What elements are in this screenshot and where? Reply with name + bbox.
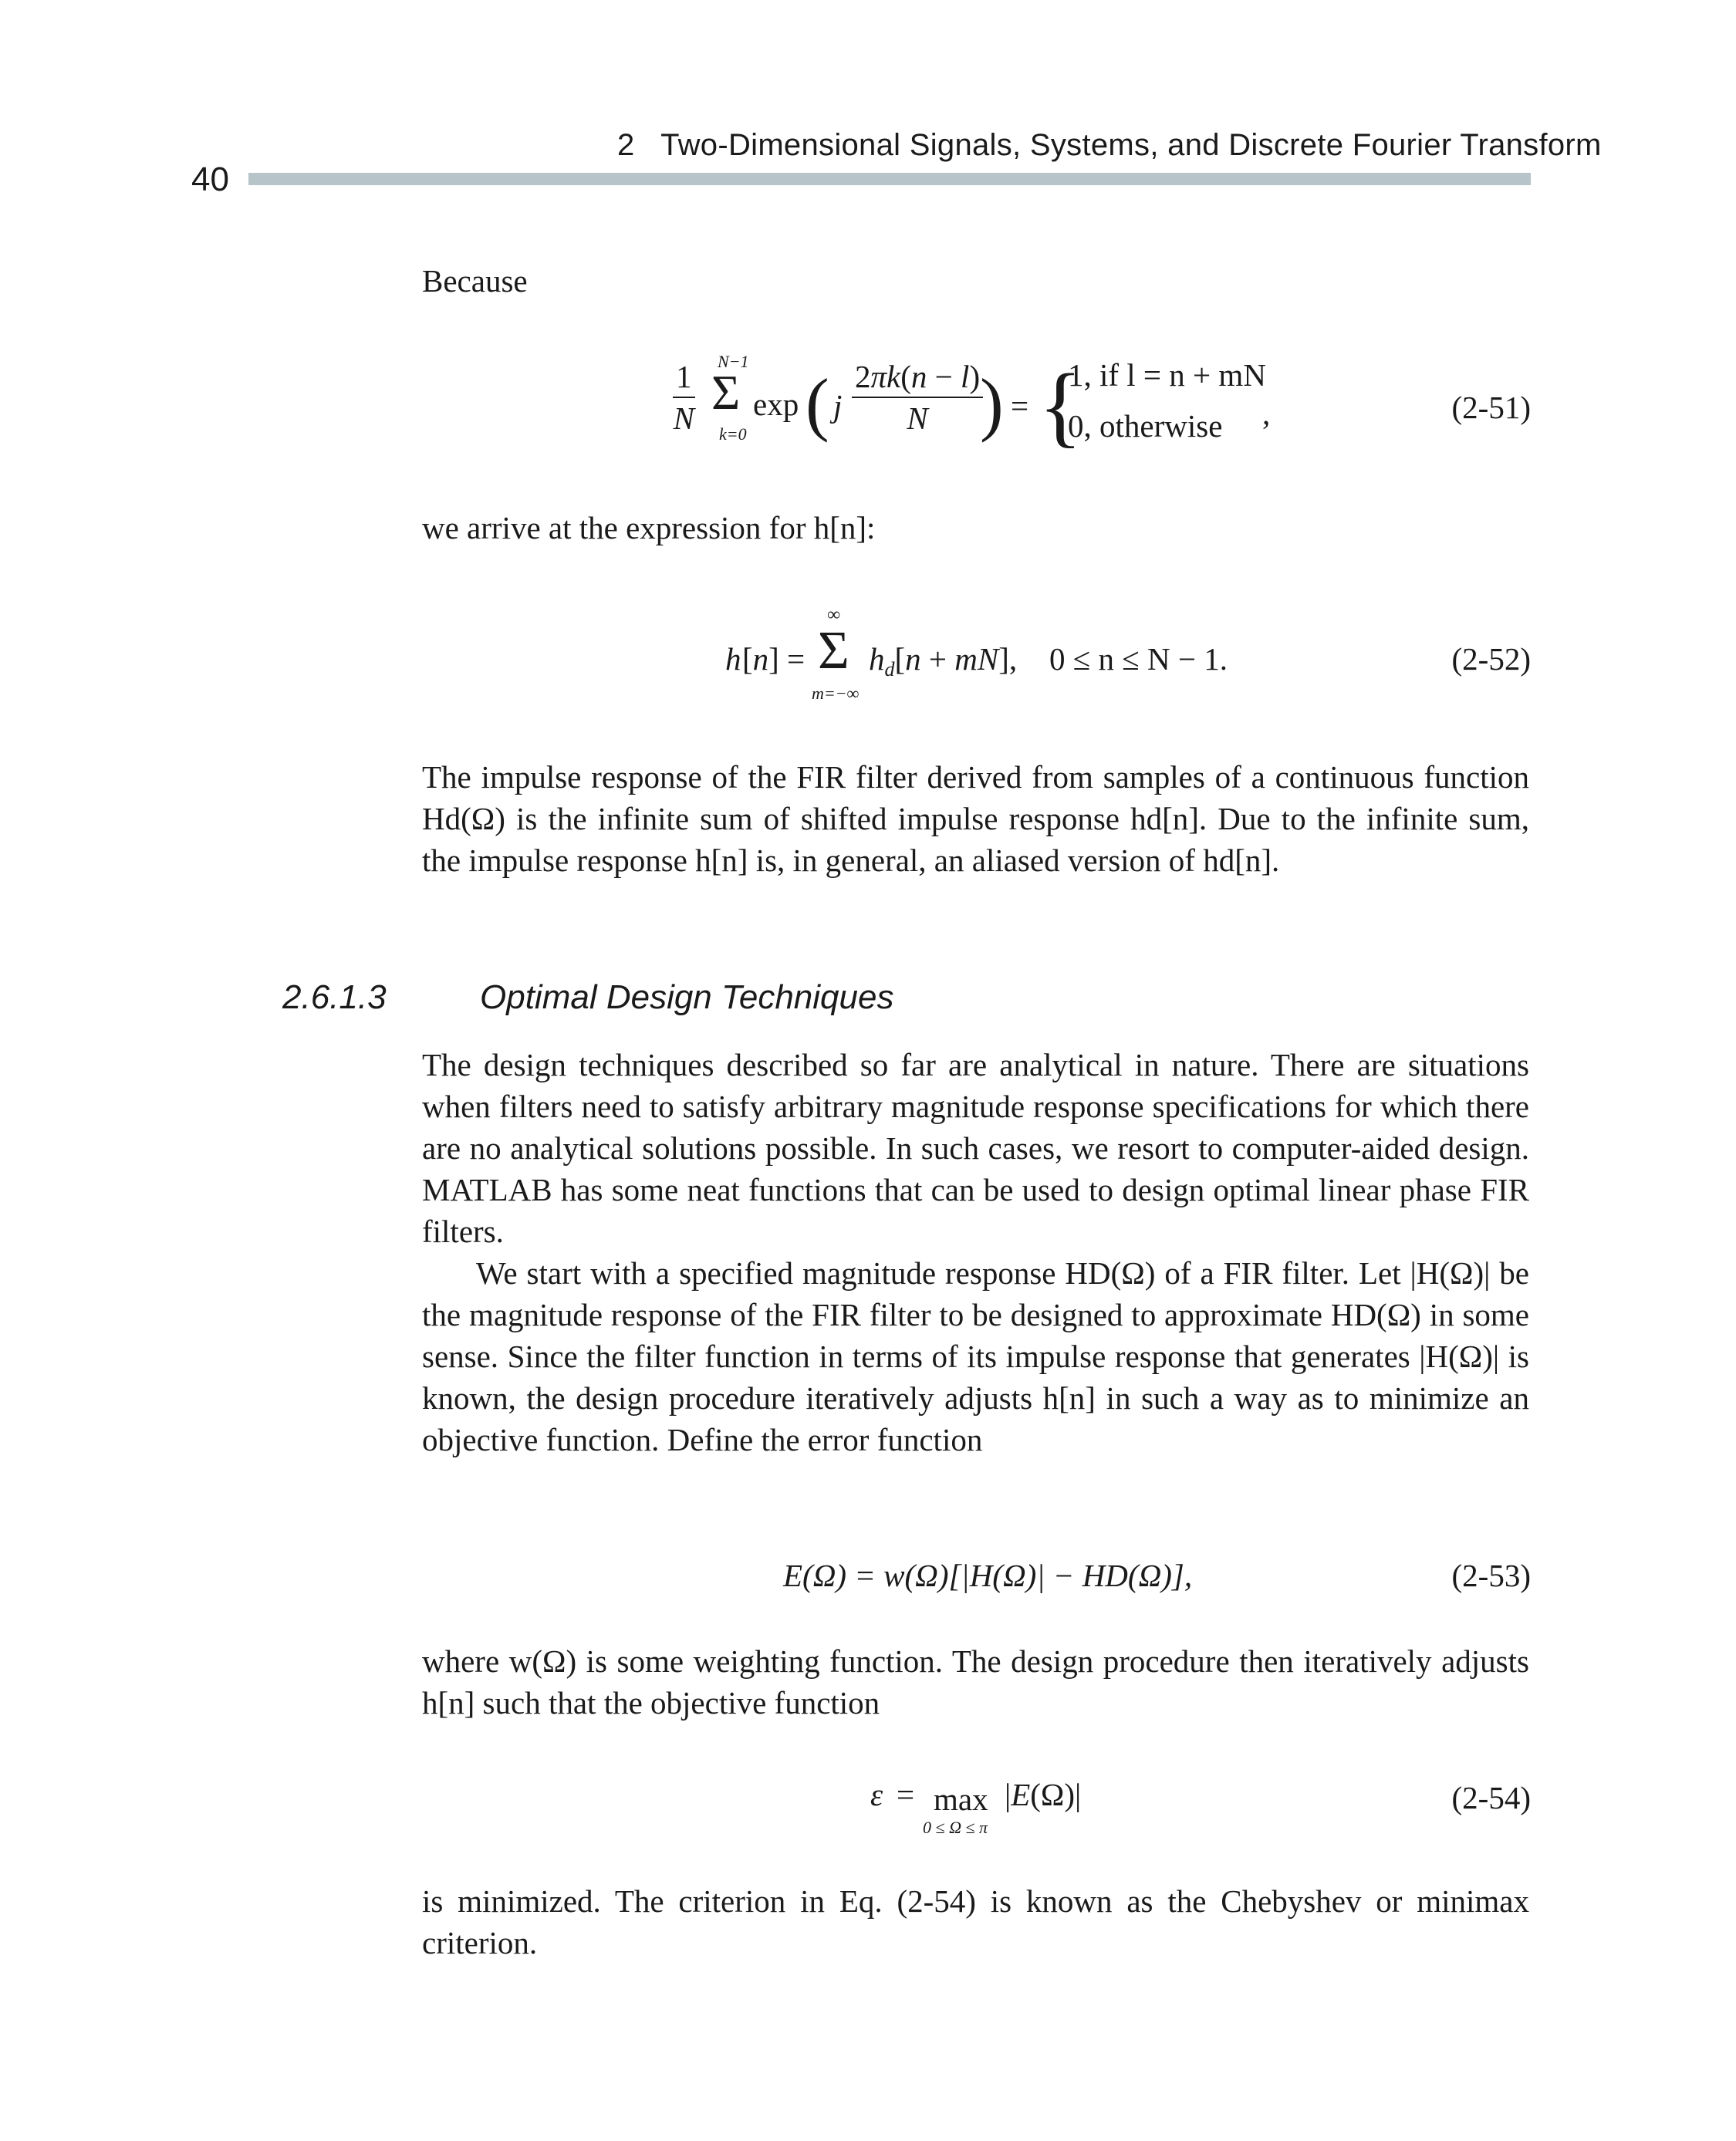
minimized-paragraph: is minimized. The criterion in Eq. (2-54) is known as the Chebyshev or minimax criterion. [422, 1883, 1529, 1960]
arrive-text: we arrive at the expression for h[n]: [422, 510, 876, 545]
optimal-paragraph-2: We start with a specified magnitude response HD(Ω) of a FIR filter. Let |H(Ω)| be the magnitude response of the FIR filter to be designed to approximate HD(Ω) in some sense. Since the filter function in terms of its impulse response that generates |H(Ω)| is known, the design procedure iteratively adjusts h[n] in such a way as to minimize an objective function. Define the error function [422, 1255, 1529, 1457]
equation-number-2-51: (2-51) [1451, 390, 1531, 425]
header-rule [248, 173, 1531, 185]
eq52-condition: 0 ≤ n ≤ N − 1. [1049, 641, 1228, 677]
equation-number-2-54: (2-54) [1451, 1780, 1531, 1815]
eq51-case-1: 1, if l = n + mN [1068, 357, 1266, 393]
section-number: 2.6.1.3 [282, 978, 387, 1016]
because-text: Because [422, 263, 528, 299]
equation-number-2-53: (2-53) [1451, 1558, 1531, 1593]
equation-2-53: E(Ω) = w(Ω)[|H(Ω)| − HD(Ω)], [783, 1558, 1193, 1593]
chapter-header: 2 Two-Dimensional Signals, Systems, and Discrete Fourier Transform [617, 128, 1602, 162]
impulse-response-paragraph: The impulse response of the FIR filter derived from samples of a continuous function Hd(Ω) is the infinite sum of shifted impulse response hd[n]. Due to the infinite sum, the impulse response h[n] is, in general, an aliased version of hd[n]. [422, 759, 1529, 878]
section-title: Optimal Design Techniques [480, 978, 894, 1016]
eq54-subscript: 0 ≤ Ω ≤ π [923, 1818, 988, 1837]
eq51-case-2: 0, otherwise [1068, 408, 1223, 444]
page-number: 40 [191, 160, 229, 198]
where-paragraph: where w(Ω) is some weighting function. The design procedure then iteratively adjusts h[n] such that the objective function [422, 1643, 1529, 1721]
optimal-paragraph-1: The design techniques described so far are analytical in nature. There are situations when filters need to satisfy arbitrary magnitude response specifications for which there are no analytical solutions possible. In such cases, we resort to computer-aided design. MATLAB has some neat functions that can be used to design optimal linear phase FIR filters. [422, 1047, 1529, 1249]
equation-number-2-52: (2-52) [1451, 641, 1531, 677]
